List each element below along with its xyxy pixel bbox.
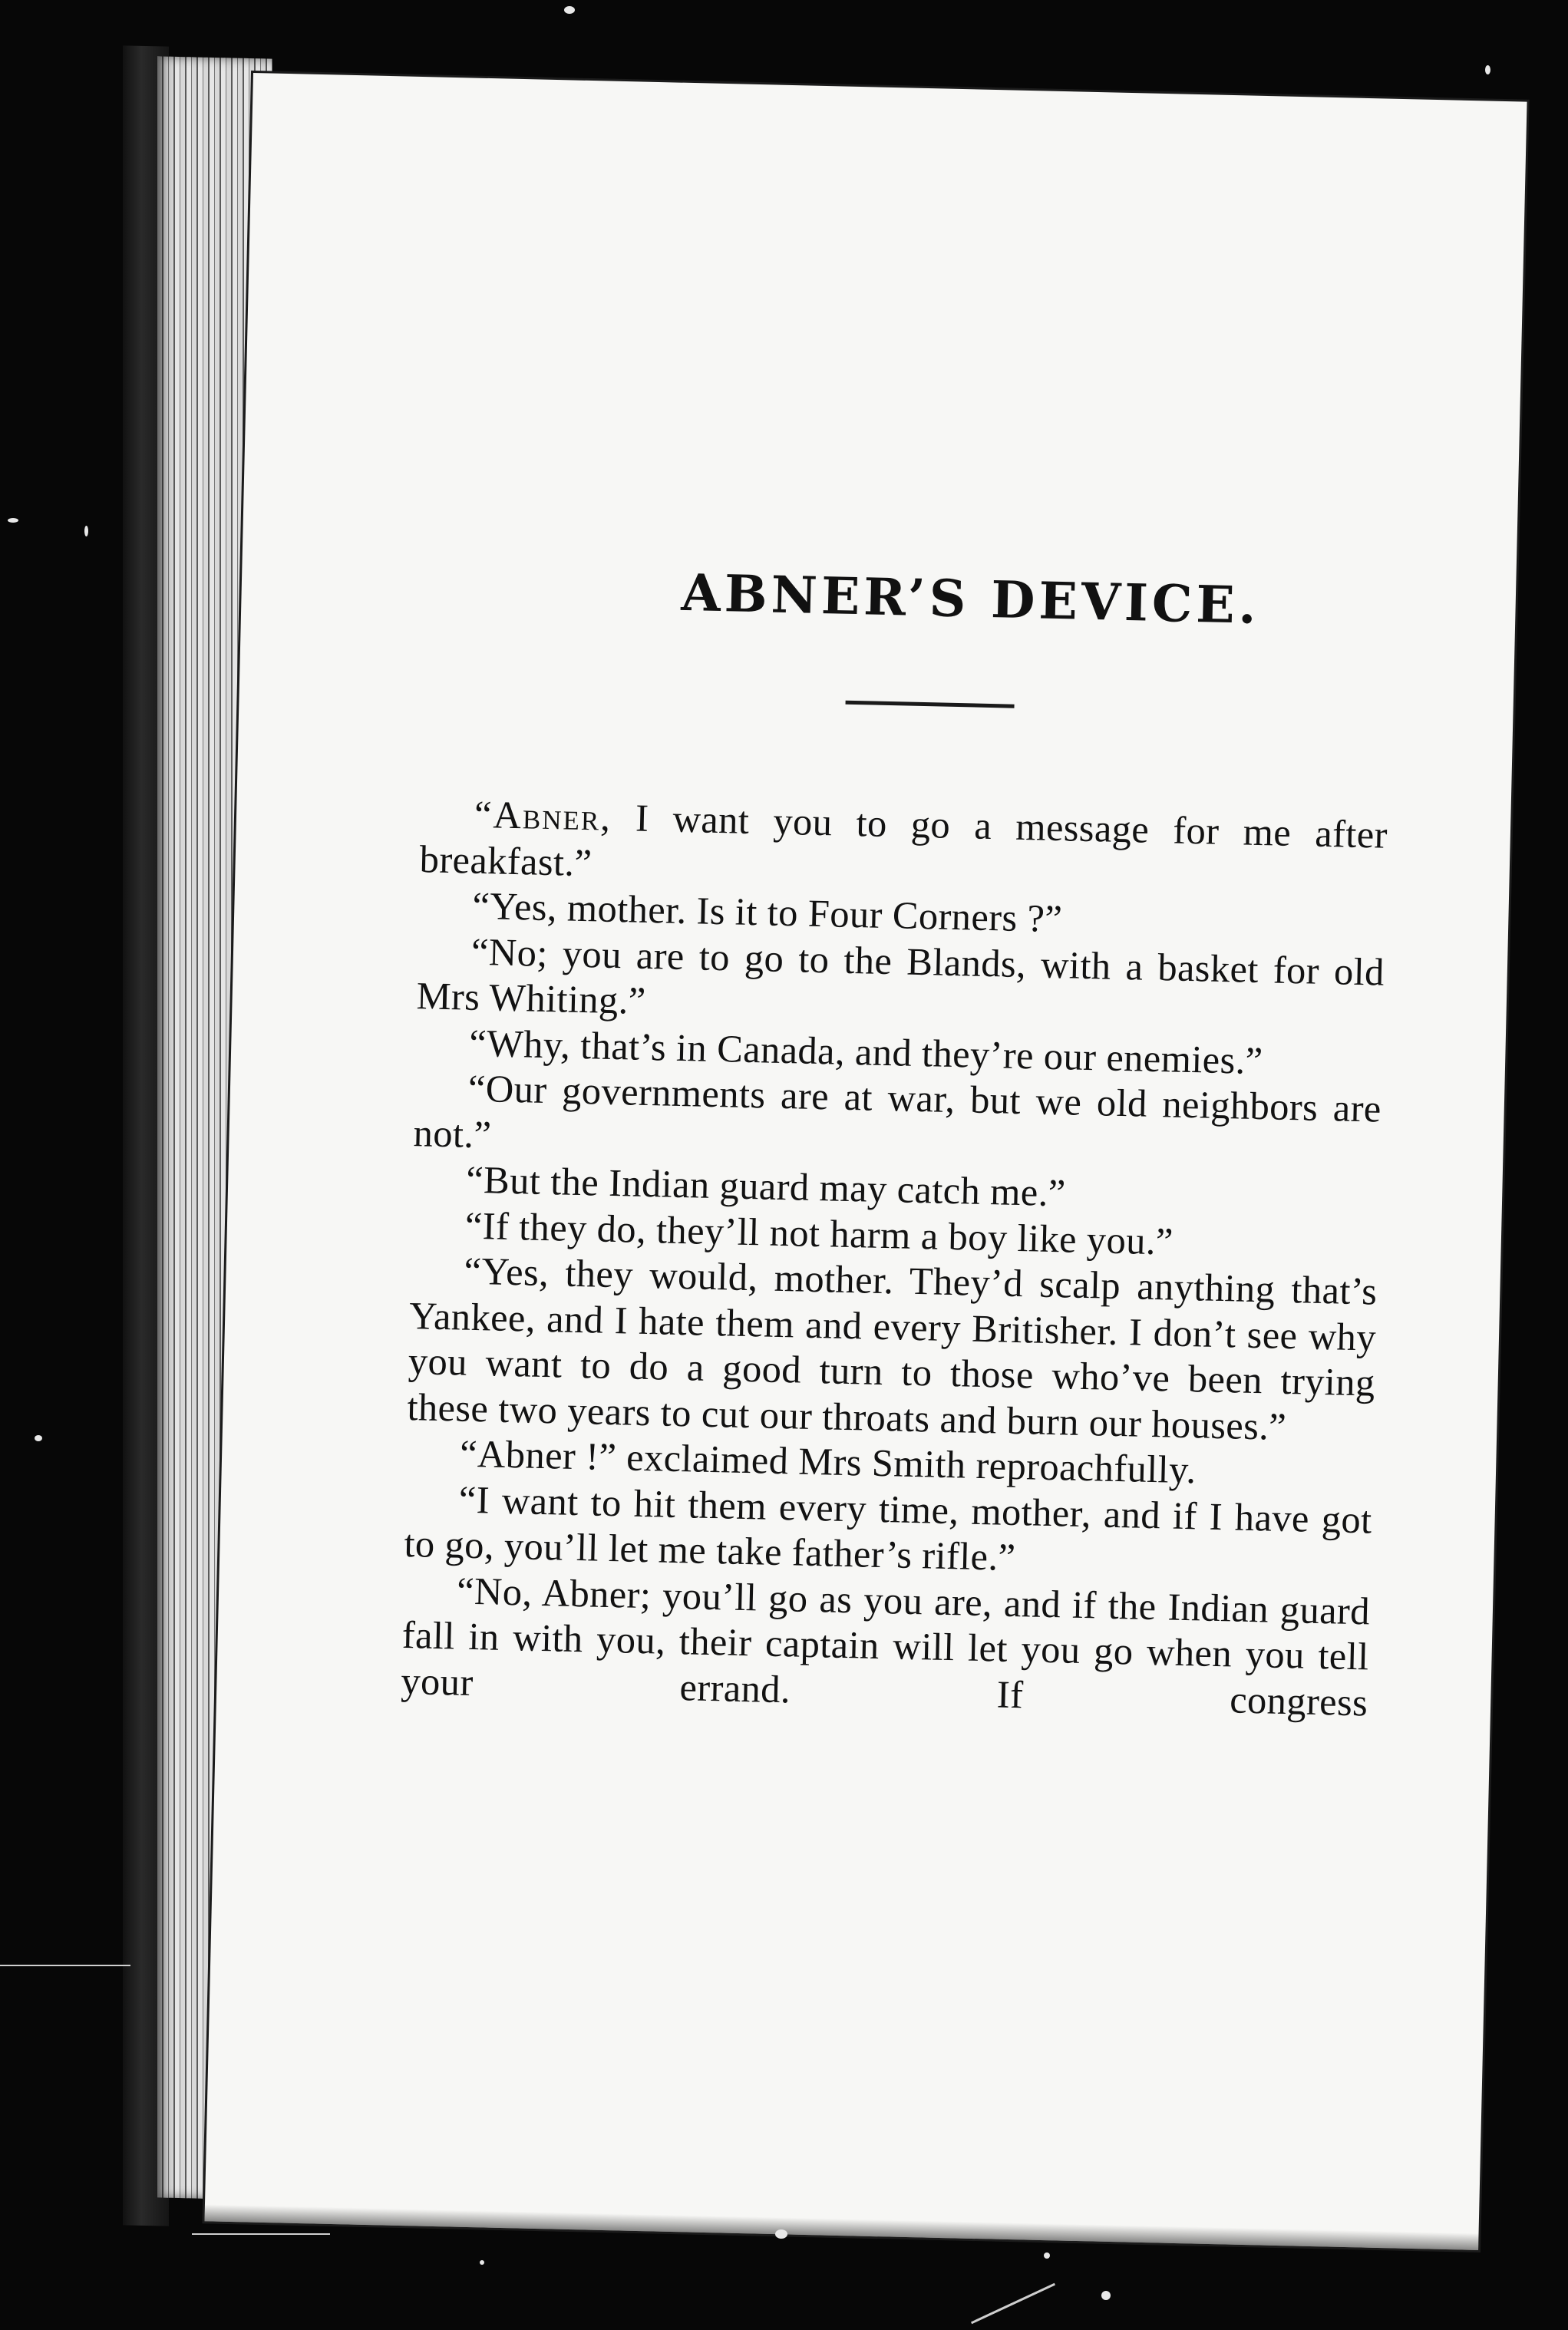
paragraph-lead: “Abner,: [474, 792, 612, 839]
scan-scratch: [971, 2283, 1055, 2324]
scan-speck: [564, 6, 575, 14]
paragraph-text: I want you to go a message for me after breakfast.”: [419, 795, 1388, 884]
body-text: [401, 790, 1388, 1725]
chapter-title-text: ABNER’S DEVICE.: [680, 562, 1261, 635]
scan-speck: [480, 2260, 484, 2265]
scan-speck: [1101, 2291, 1111, 2300]
paragraph: “Our governments are at war, but we old neighbors are not.”: [413, 1066, 1382, 1156]
book-page: [204, 73, 1527, 2250]
scan-speck: [35, 1435, 42, 1441]
paragraph: “Abner !” exclaimed Mrs Smith reproachfully.: [459, 1431, 1197, 1492]
paragraph: “Yes, they would, mother. They’d scalp anything that’s Yankee, and I hate them and every Britisher. I don’t see why you want to do a good turn to those who’ve been trying these two years to cut our throats and burn our houses.”: [406, 1249, 1378, 1448]
paragraph: “But the Indian guard may catch me.”: [465, 1157, 1067, 1215]
paragraph: “If they do, they’ll not harm a boy like you.”: [464, 1203, 1174, 1263]
paragraph: “No; you are to go to the Blands, with a basket for old Mrs Whiting.”: [416, 929, 1385, 1022]
page-bottom-shadow: [204, 2204, 1478, 2250]
scan-scratch: [0, 1965, 130, 1966]
paragraph: “Why, that’s in Canada, and they’re our enemies.”: [468, 1021, 1264, 1082]
scan-speck: [8, 518, 18, 523]
paragraph: “Yes, mother. Is it to Four Corners ?”: [471, 883, 1063, 941]
scan-speck: [1485, 65, 1490, 74]
scan-scratch: [192, 2233, 330, 2235]
title-rule: [846, 701, 1015, 708]
chapter-title: [241, 553, 1516, 642]
paragraph: “I want to hit them every time, mother, and if I have got to go, you’ll let me take father’s rifle.”: [403, 1477, 1373, 1579]
scan-speck: [84, 526, 88, 536]
scan-speck: [775, 2229, 787, 2239]
scan-speck: [1044, 2252, 1050, 2259]
paragraph: “No, Abner; you’ll go as you are, and if the Indian guard fall in with you, their captain will let you go when you tell your errand. If congress: [400, 1569, 1371, 1724]
